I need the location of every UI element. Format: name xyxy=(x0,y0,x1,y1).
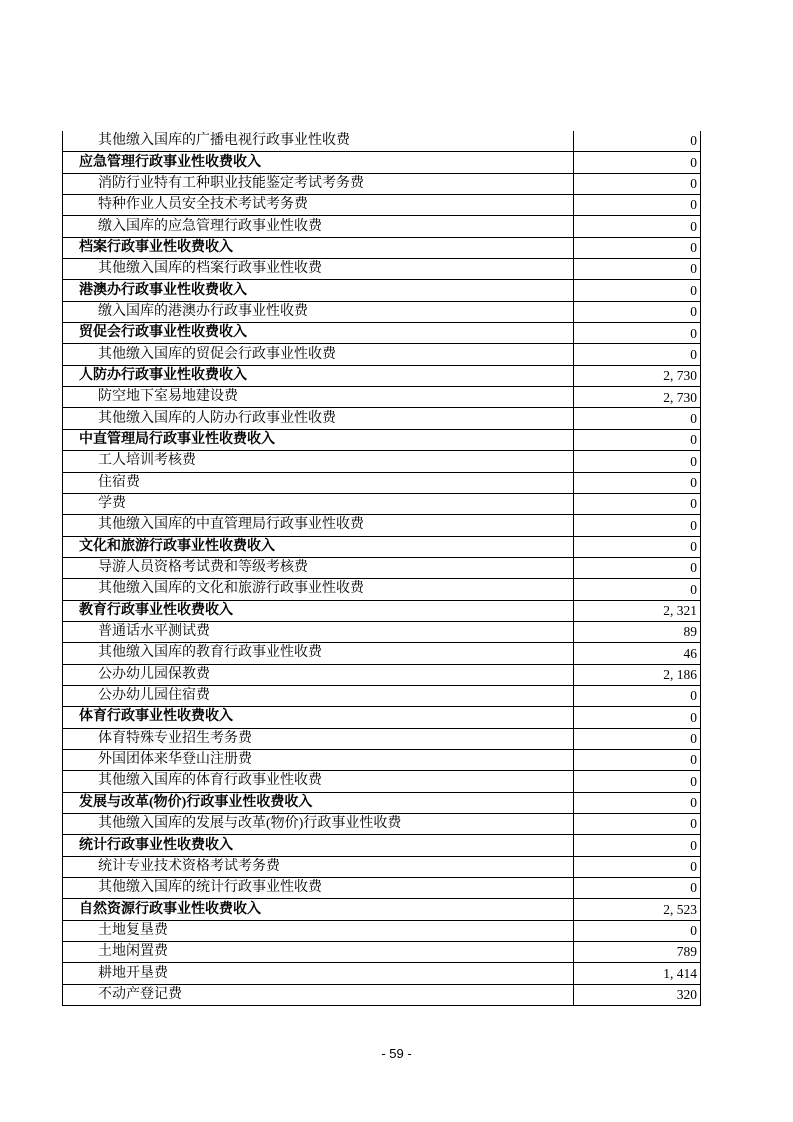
row-label: 缴入国库的港澳办行政事业性收费 xyxy=(63,302,574,322)
row-value: 0 xyxy=(690,496,697,512)
table-row xyxy=(63,537,700,558)
row-value: 0 xyxy=(690,453,697,469)
row-label: 特种作业人员安全技术考试考务费 xyxy=(63,195,574,215)
row-label: 其他缴入国库的统计行政事业性收费 xyxy=(63,878,574,898)
table-row xyxy=(63,473,700,494)
table-row xyxy=(63,793,700,814)
table-row xyxy=(63,643,700,664)
table-row xyxy=(63,622,700,643)
row-label: 自然资源行政事业性收费收入 xyxy=(63,899,574,919)
row-value: 2, 730 xyxy=(663,389,697,405)
row-value: 1, 414 xyxy=(663,965,697,981)
row-value: 0 xyxy=(690,517,697,533)
table-row xyxy=(63,430,700,451)
table-row xyxy=(63,942,700,963)
table-row xyxy=(63,280,700,301)
row-label: 应急管理行政事业性收费收入 xyxy=(63,152,574,172)
row-label: 公办幼儿园住宿费 xyxy=(63,686,574,706)
table-row xyxy=(63,387,700,408)
row-value: 0 xyxy=(690,218,697,234)
table-row xyxy=(63,985,700,1006)
row-value: 0 xyxy=(690,304,697,320)
table-row xyxy=(63,323,700,344)
row-label: 港澳办行政事业性收费收入 xyxy=(63,280,574,300)
row-label: 导游人员资格考试费和等级考核费 xyxy=(63,558,574,578)
row-label: 学费 xyxy=(63,494,574,514)
table-row xyxy=(63,174,700,195)
row-value: 0 xyxy=(690,133,697,149)
row-label: 其他缴入国库的文化和旅游行政事业性收费 xyxy=(63,579,574,599)
row-label: 其他缴入国库的中直管理局行政事业性收费 xyxy=(63,515,574,535)
row-value: 0 xyxy=(690,688,697,704)
row-label: 缴入国库的应急管理行政事业性收费 xyxy=(63,216,574,236)
row-label: 体育行政事业性收费收入 xyxy=(63,707,574,727)
row-value: 0 xyxy=(690,773,697,789)
row-value: 0 xyxy=(690,538,697,554)
row-value: 0 xyxy=(690,176,697,192)
table-row xyxy=(63,408,700,429)
row-label: 消防行业特有工种职业技能鉴定考试考务费 xyxy=(63,174,574,194)
row-label: 耕地开垦费 xyxy=(63,963,574,983)
row-value: 0 xyxy=(690,816,697,832)
row-value: 2, 186 xyxy=(663,667,697,683)
table-row xyxy=(63,963,700,984)
table-row xyxy=(63,665,700,686)
row-value: 0 xyxy=(690,410,697,426)
row-label: 普通话水平测试费 xyxy=(63,622,574,642)
row-value: 0 xyxy=(690,752,697,768)
row-label: 外国团体来华登山注册费 xyxy=(63,750,574,770)
row-label: 发展与改革(物价)行政事业性收费收入 xyxy=(63,793,574,813)
table-row xyxy=(63,131,700,152)
row-value: 0 xyxy=(690,474,697,490)
table-row xyxy=(63,750,700,771)
fee-income-table xyxy=(62,131,701,1006)
row-label: 其他缴入国库的贸促会行政事业性收费 xyxy=(63,344,574,364)
table-row xyxy=(63,195,700,216)
row-label: 工人培训考核费 xyxy=(63,451,574,471)
row-value: 0 xyxy=(690,282,697,298)
row-label: 其他缴入国库的人防办行政事业性收费 xyxy=(63,408,574,428)
row-value: 320 xyxy=(676,987,697,1003)
row-label: 其他缴入国库的体育行政事业性收费 xyxy=(63,771,574,791)
row-label: 土地复垦费 xyxy=(63,921,574,941)
row-value: 0 xyxy=(690,154,697,170)
row-value: 0 xyxy=(690,923,697,939)
row-label: 教育行政事业性收费收入 xyxy=(63,601,574,621)
row-label: 其他缴入国库的档案行政事业性收费 xyxy=(63,259,574,279)
row-value: 0 xyxy=(690,432,697,448)
table-row xyxy=(63,601,700,622)
row-label: 土地闲置费 xyxy=(63,942,574,962)
row-label: 统计行政事业性收费收入 xyxy=(63,835,574,855)
row-value: 0 xyxy=(690,197,697,213)
row-label: 中直管理局行政事业性收费收入 xyxy=(63,430,574,450)
table-row xyxy=(63,771,700,792)
row-value: 89 xyxy=(683,624,697,640)
table-row xyxy=(63,515,700,536)
table-row xyxy=(63,835,700,856)
table-row xyxy=(63,558,700,579)
table-row xyxy=(63,878,700,899)
row-value: 2, 730 xyxy=(663,368,697,384)
row-value: 2, 321 xyxy=(663,602,697,618)
row-value: 0 xyxy=(690,261,697,277)
row-value: 0 xyxy=(690,346,697,362)
row-value: 2, 523 xyxy=(663,901,697,917)
table-row xyxy=(63,729,700,750)
row-label: 人防办行政事业性收费收入 xyxy=(63,366,574,386)
row-value: 0 xyxy=(690,240,697,256)
table-row xyxy=(63,579,700,600)
row-value: 0 xyxy=(690,709,697,725)
table-row xyxy=(63,216,700,237)
row-value: 0 xyxy=(690,325,697,341)
row-label: 统计专业技术资格考试考务费 xyxy=(63,857,574,877)
row-value: 0 xyxy=(690,859,697,875)
row-label: 其他缴入国库的发展与改革(物价)行政事业性收费 xyxy=(63,814,574,834)
row-label: 其他缴入国库的教育行政事业性收费 xyxy=(63,643,574,663)
row-label: 防空地下室易地建设费 xyxy=(63,387,574,407)
row-label: 体育特殊专业招生考务费 xyxy=(63,729,574,749)
row-value: 46 xyxy=(683,645,697,661)
table-row xyxy=(63,494,700,515)
table-row xyxy=(63,152,700,173)
row-value: 0 xyxy=(690,581,697,597)
table-row xyxy=(63,899,700,920)
table-row xyxy=(63,302,700,323)
table-row xyxy=(63,344,700,365)
table-row xyxy=(63,707,700,728)
table-row xyxy=(63,238,700,259)
row-label: 贸促会行政事业性收费收入 xyxy=(63,323,574,343)
row-label: 其他缴入国库的广播电视行政事业性收费 xyxy=(63,131,574,151)
row-value: 789 xyxy=(676,944,697,960)
row-value: 0 xyxy=(690,560,697,576)
table-row xyxy=(63,451,700,472)
row-value: 0 xyxy=(690,795,697,811)
table-row xyxy=(63,686,700,707)
table-row xyxy=(63,259,700,280)
page-number: - 59 - xyxy=(381,1046,412,1061)
table-row xyxy=(63,814,700,835)
row-label: 公办幼儿园保教费 xyxy=(63,665,574,685)
table-row xyxy=(63,921,700,942)
table-row xyxy=(63,366,700,387)
row-label: 文化和旅游行政事业性收费收入 xyxy=(63,537,574,557)
row-label: 住宿费 xyxy=(63,473,574,493)
row-value: 0 xyxy=(690,880,697,896)
table-row xyxy=(63,857,700,878)
row-label: 不动产登记费 xyxy=(63,985,574,1005)
row-label: 档案行政事业性收费收入 xyxy=(63,238,574,258)
row-value: 0 xyxy=(690,731,697,747)
row-value: 0 xyxy=(690,837,697,853)
